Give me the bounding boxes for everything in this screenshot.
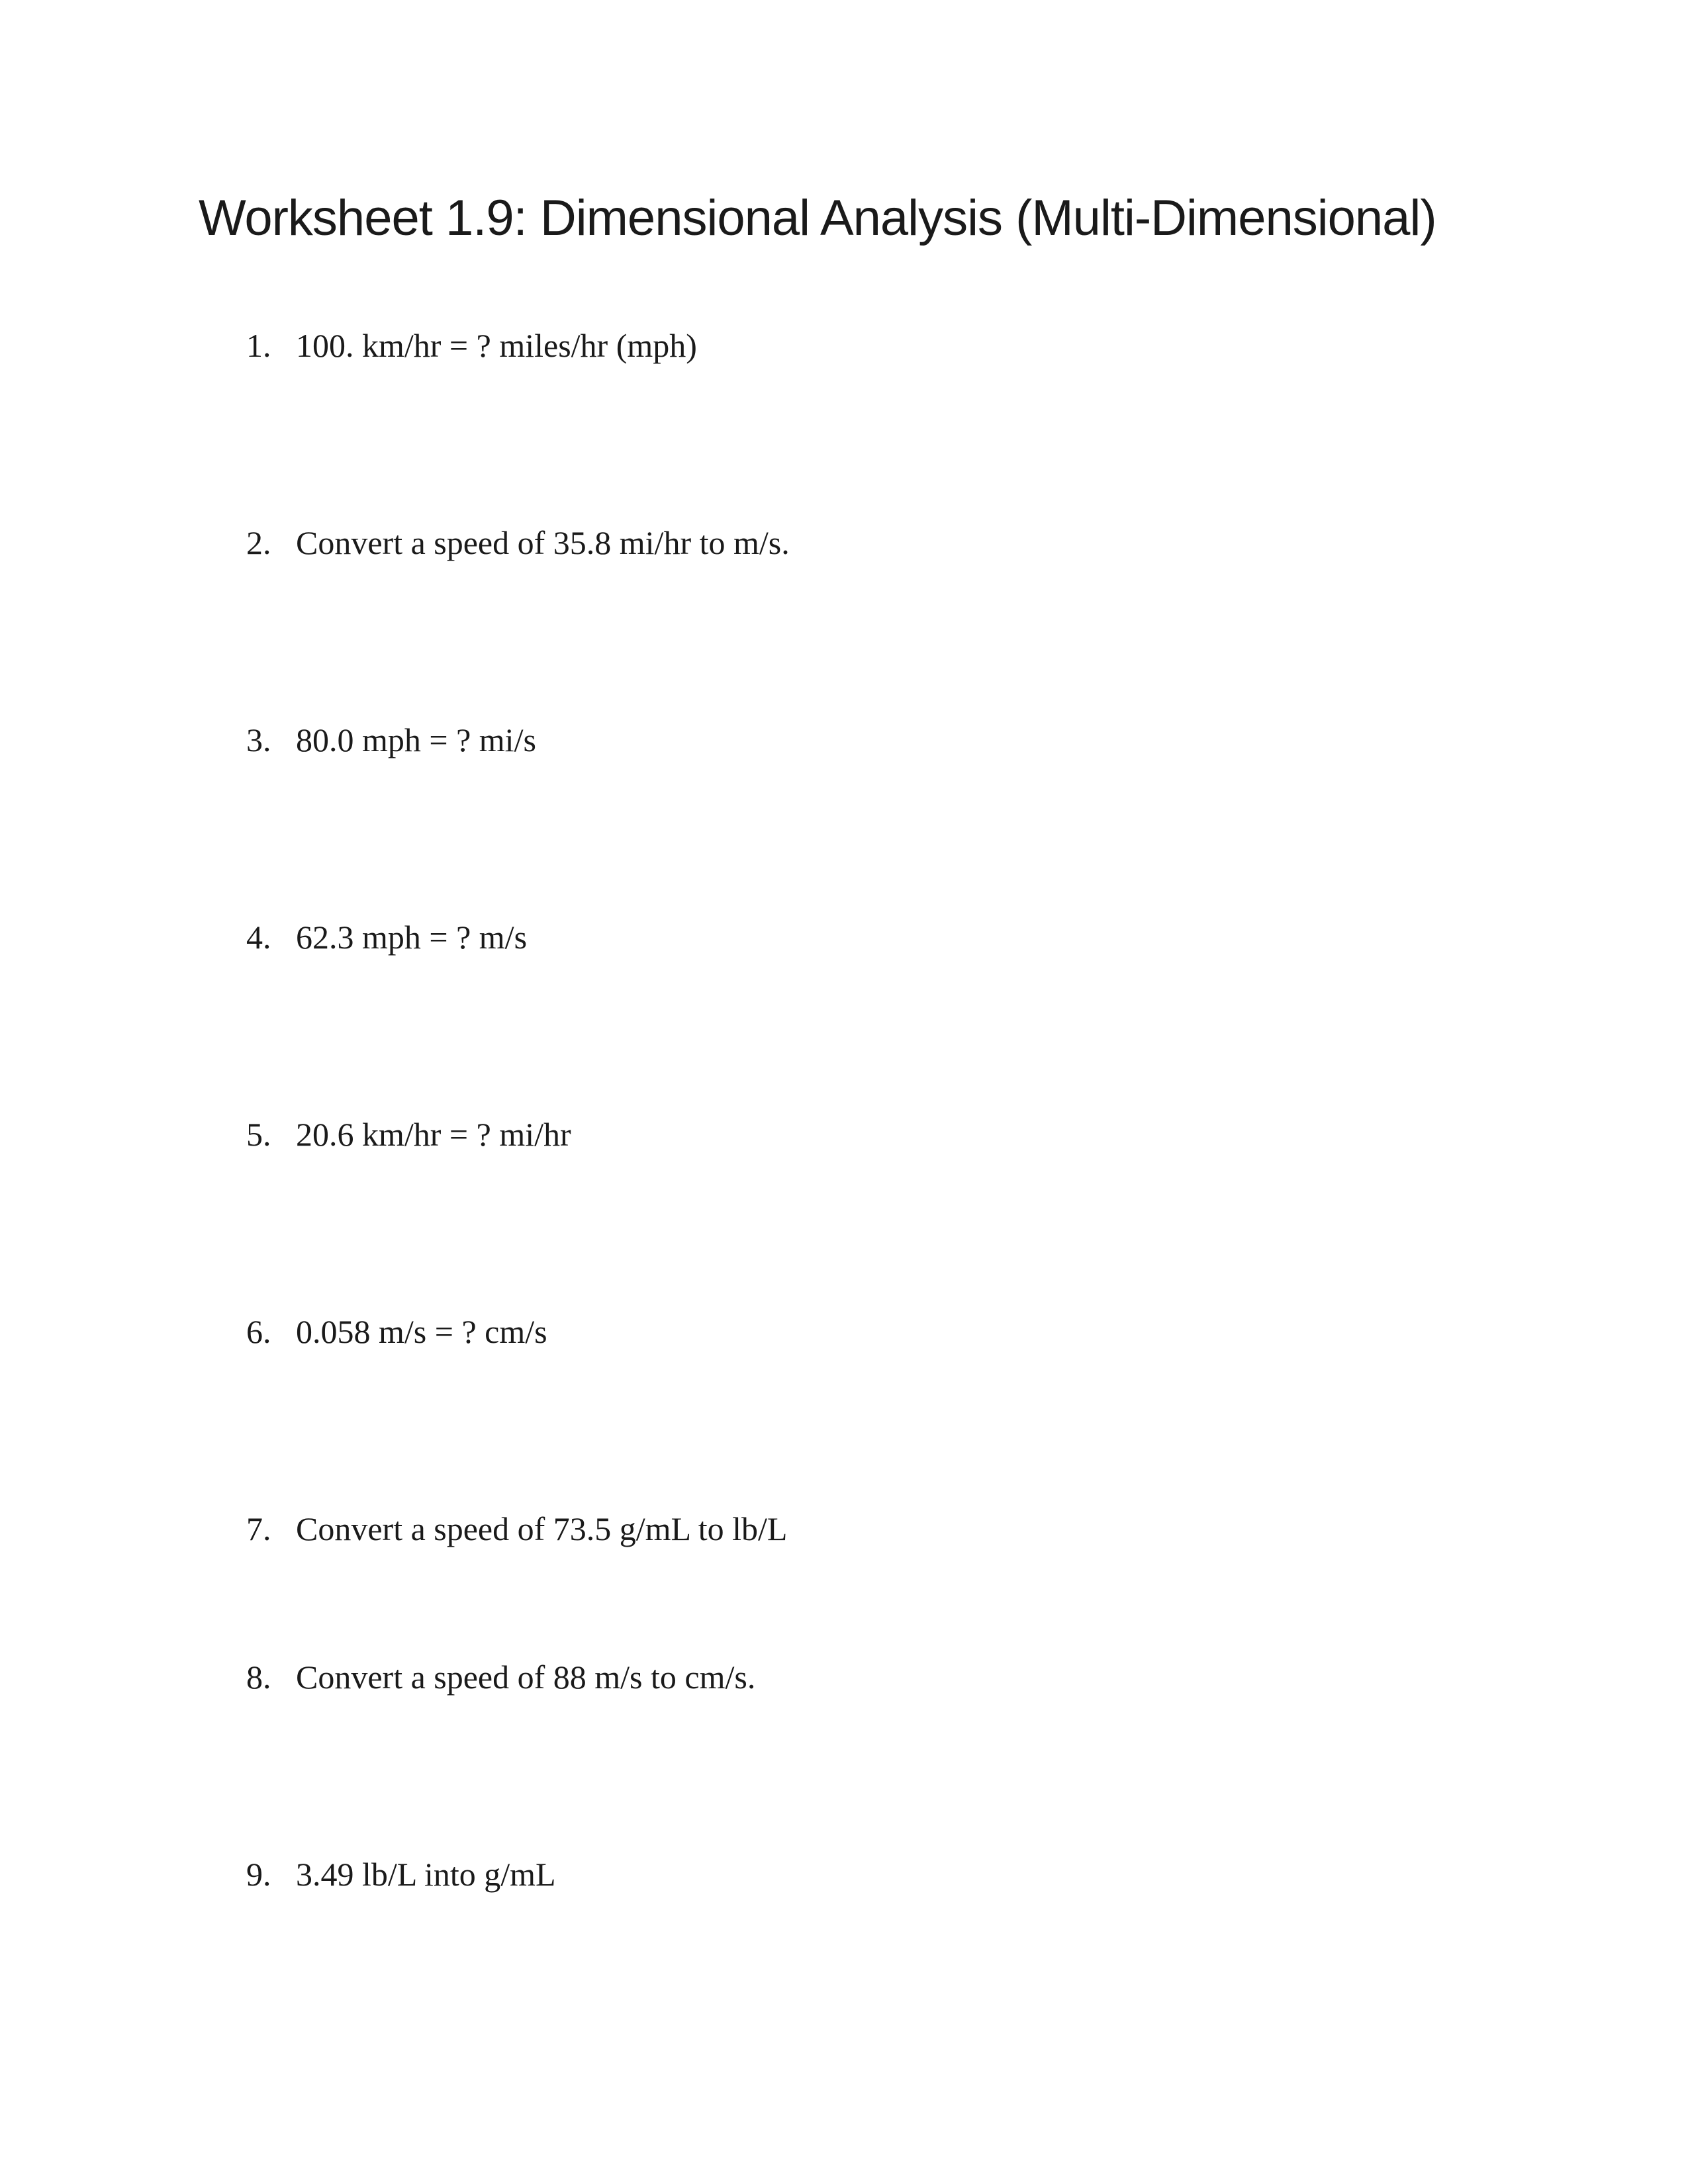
question-number: 5. <box>246 1116 271 1153</box>
question-number: 3. <box>246 721 271 758</box>
question-text: Convert a speed of 35.8 mi/hr to m/s. <box>296 524 790 561</box>
question-item <box>0 1315 1688 1368</box>
question-item <box>0 526 1688 579</box>
question-number: 1. <box>246 327 271 364</box>
question-number: 9. <box>246 1856 271 1893</box>
question-text: 62.3 mph = ? m/s <box>296 919 528 956</box>
question-number: 6. <box>246 1313 271 1350</box>
question-item <box>0 1661 1688 1713</box>
question-item <box>0 921 1688 974</box>
question-text: 20.6 km/hr = ? mi/hr <box>296 1116 571 1153</box>
question-number: 2. <box>246 524 271 561</box>
question-text: Convert a speed of 88 m/s to cm/s. <box>296 1659 756 1696</box>
question-text: 0.058 m/s = ? cm/s <box>296 1313 547 1350</box>
question-number: 8. <box>246 1659 271 1696</box>
question-text: Convert a speed of 73.5 g/mL to lb/L <box>296 1510 788 1547</box>
worksheet-title: Worksheet 1.9: Dimensional Analysis (Multi-Dimensional) <box>199 190 1436 246</box>
question-text: 80.0 mph = ? mi/s <box>296 721 536 758</box>
question-item <box>0 1512 1688 1565</box>
question-item <box>0 1118 1688 1171</box>
question-number: 4. <box>246 919 271 956</box>
question-text: 3.49 lb/L into g/mL <box>296 1856 556 1893</box>
question-item <box>0 723 1688 776</box>
question-item <box>0 1858 1688 1911</box>
question-text: 100. km/hr = ? miles/hr (mph) <box>296 327 697 364</box>
question-number: 7. <box>246 1510 271 1547</box>
question-item <box>0 329 1688 382</box>
